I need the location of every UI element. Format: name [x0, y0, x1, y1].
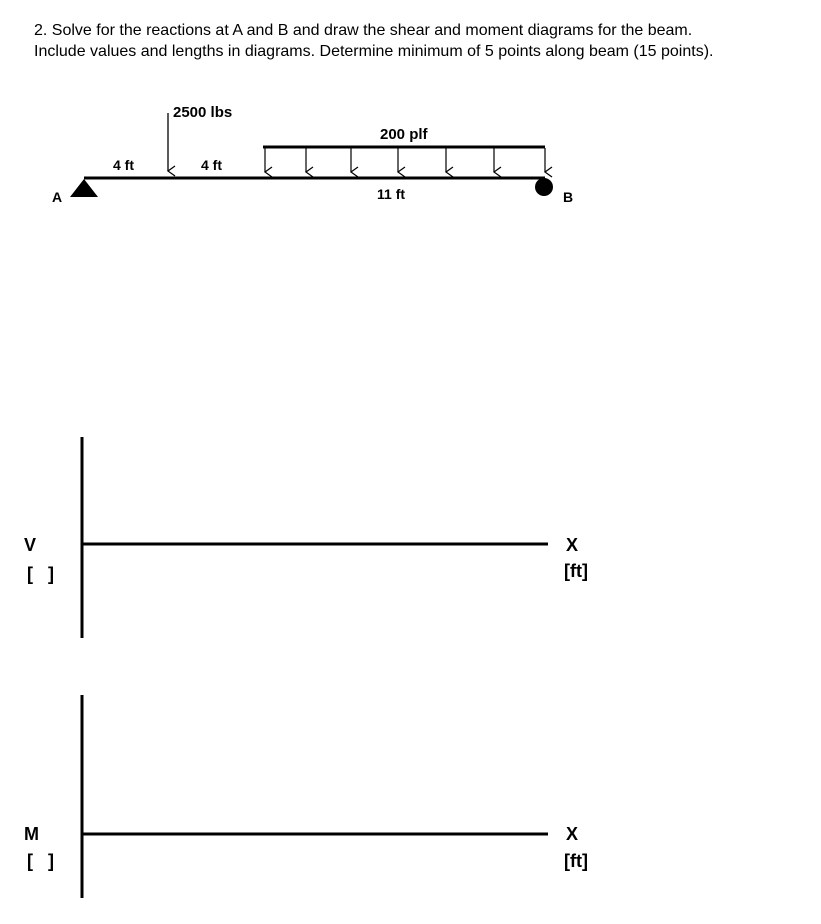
moment-x-unit: [ft] — [564, 851, 588, 871]
shear-x-label: X — [566, 535, 579, 555]
moment-y-label: M — [24, 824, 39, 844]
support-b-label: B — [563, 189, 574, 205]
shear-x-unit: [ft] — [564, 561, 588, 581]
moment-diagram — [82, 695, 548, 898]
distributed-load-label: 200 plf — [380, 126, 428, 143]
dimension-1: 4 ft — [113, 157, 134, 173]
pin-support-a — [70, 179, 98, 197]
distributed-load — [263, 147, 545, 172]
roller-support-b — [535, 178, 553, 196]
dimension-3: 11 ft — [377, 186, 406, 202]
moment-y-unit: [ ] — [27, 851, 54, 871]
support-a-label: A — [52, 189, 63, 205]
shear-y-unit: [ ] — [27, 564, 54, 584]
shear-diagram — [82, 437, 548, 638]
moment-x-label: X — [566, 824, 579, 844]
dimension-2: 4 ft — [201, 157, 222, 173]
problem-line-1: 2. Solve for the reactions at A and B and draw the shear and moment diagrams for the beam. — [34, 22, 693, 39]
point-load-label: 2500 lbs — [173, 104, 233, 121]
shear-y-label: V — [24, 535, 37, 555]
problem-line-2: Include values and lengths in diagrams. Determine minimum of 5 points along beam (15 points). — [34, 43, 714, 60]
